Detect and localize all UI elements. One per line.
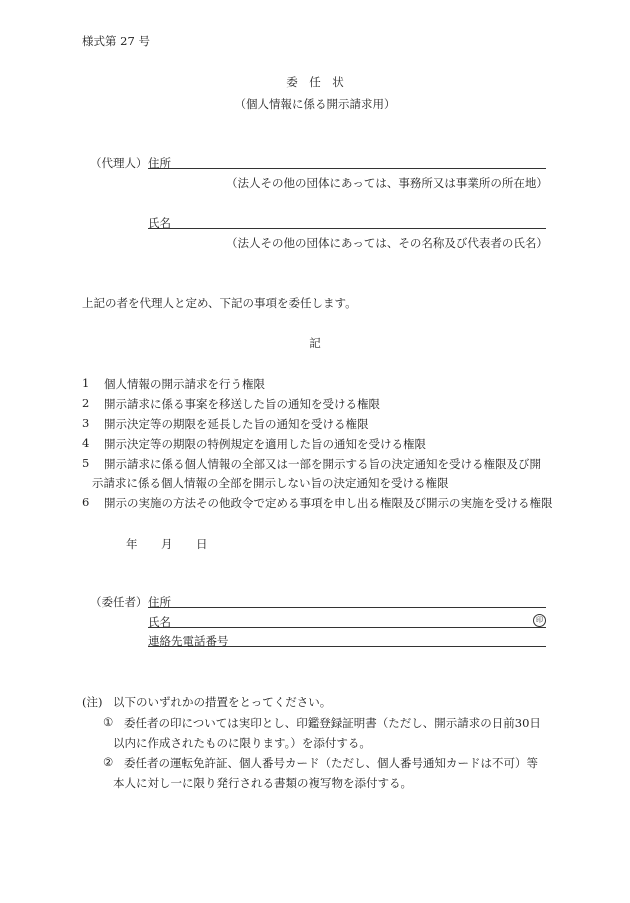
list-item-text: 開示請求に係る事案を移送した旨の通知を受ける権限 (104, 397, 380, 411)
principal-address-label: 住所 (148, 595, 171, 609)
list-item-text: 個人情報の開示請求を行う権限 (104, 377, 265, 391)
note-text-continued: 本人に対し一に限り発行される書類の複写物を添付する。 (113, 776, 412, 790)
agent-address-line[interactable] (148, 168, 546, 169)
note-text-continued: 以内に作成されたものに限ります。）を添付する。 (113, 736, 371, 750)
date-month-label: 月 (161, 537, 173, 551)
principal-label: （委任者） (90, 595, 148, 609)
list-item-text: 開示決定等の期限を延長した旨の通知を受ける権限 (104, 417, 369, 431)
agent-name-note: （法人その他の団体にあっては、その名称及び代表者の氏名） (226, 236, 548, 250)
note-label: (注) (82, 695, 103, 709)
note-marker: ② (103, 755, 114, 769)
note-text: 委任者の印については実印とし、印鑑登録証明書（ただし、開示請求の日前30日 (124, 716, 541, 730)
document-title: 委 任 状 (286, 75, 344, 89)
agent-address-label: 住所 (148, 156, 171, 170)
list-item-number: 3 (82, 416, 90, 430)
list-item-number: 1 (82, 376, 90, 390)
list-item-number: 5 (82, 456, 90, 470)
date-year-label: 年 (126, 537, 138, 551)
list-item-text: 開示決定等の期限の特例規定を適用した旨の通知を受ける権限 (104, 437, 426, 451)
list-item-number: 4 (82, 436, 90, 450)
delegation-statement: 上記の者を代理人と定め、下記の事項を委任します。 (82, 296, 357, 310)
principal-phone-line[interactable] (148, 646, 546, 647)
ki-heading: 記 (309, 336, 321, 350)
agent-label: （代理人） (90, 156, 148, 170)
list-item-number: 2 (82, 396, 90, 410)
list-item-text: 開示の実施の方法その他政令で定める事項を申し出る権限及び開示の実施を受ける権限 (104, 496, 553, 510)
date-day-label: 日 (196, 537, 208, 551)
note-marker: ① (103, 715, 114, 729)
note-intro: 以下のいずれかの措置をとってください。 (113, 695, 332, 709)
list-item-text-continued: 示請求に係る個人情報の全部を開示しない旨の決定通知を受ける権限 (92, 476, 449, 490)
note-text: 委任者の運転免許証、個人番号カード（ただし、個人番号通知カードは不可）等 (124, 756, 538, 770)
agent-name-label: 氏名 (148, 216, 171, 230)
document-subtitle: （個人情報に係る開示請求用） (234, 97, 396, 111)
principal-name-label: 氏名 (148, 615, 171, 629)
seal-mark: 印 (533, 614, 546, 627)
form-number: 様式第 27 号 (82, 34, 150, 48)
list-item-number: 6 (82, 495, 90, 509)
list-item-text: 開示請求に係る個人情報の全部又は一部を開示する旨の決定通知を受ける権限及び開 (104, 457, 541, 471)
principal-phone-label: 連絡先電話番号 (148, 634, 229, 648)
agent-name-line[interactable] (148, 228, 546, 229)
principal-name-line[interactable] (148, 627, 546, 628)
agent-address-note: （法人その他の団体にあっては、事務所又は事業所の所在地） (226, 176, 548, 190)
principal-address-line[interactable] (148, 607, 546, 608)
